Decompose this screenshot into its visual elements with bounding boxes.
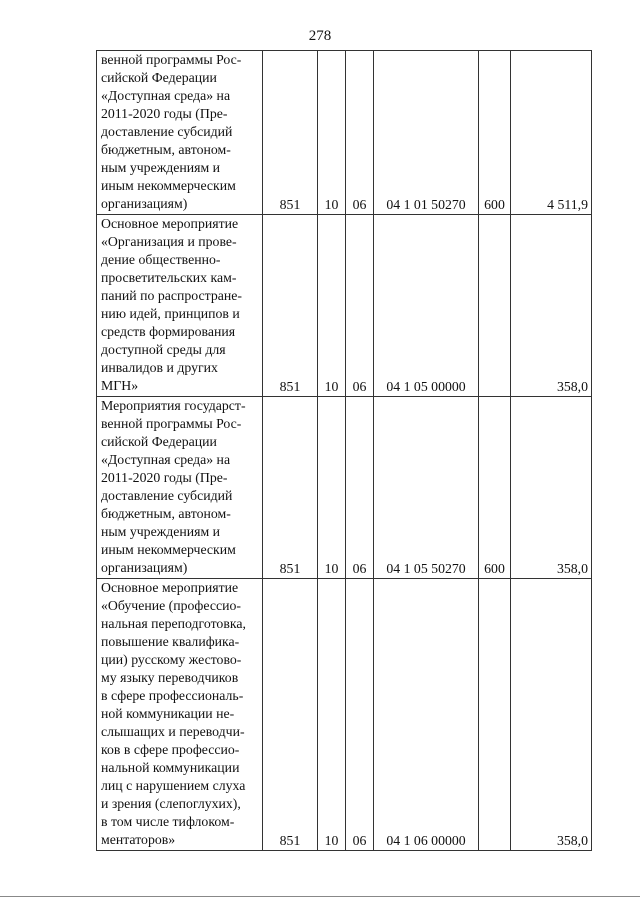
table-row	[97, 397, 592, 579]
target-article-code: 04 1 05 50270	[374, 397, 479, 579]
table-row	[97, 51, 592, 215]
subsection-code: 06	[346, 397, 374, 579]
expense-type-code: 600	[479, 51, 511, 215]
page-number: 278	[308, 28, 332, 44]
subsection-code: 06	[346, 579, 374, 851]
scan-edge-line	[0, 896, 640, 897]
section-code: 10	[318, 51, 346, 215]
amount: 4 511,9	[511, 51, 592, 215]
section-code: 10	[318, 215, 346, 397]
grbs-code: 851	[263, 397, 318, 579]
row-description: Основное мероприятие «Обучение (профессио- нальная переподготовка, повышение квалифика- ции) русскому жестово- му языку переводчиков в сфере профессиональ- ной коммуникации не- слышащих и переводчи- ков в сфере профессио- нальной коммуникации лиц с нарушением слуха и зрения (слепоглухих), в том числе тифлоком- ментаторов»	[97, 579, 263, 851]
target-article-code: 04 1 06 00000	[374, 579, 479, 851]
amount: 358,0	[511, 397, 592, 579]
row-description: Основное мероприятие «Организация и прове- дение общественно- просветительских кам- паний по распростране- нию идей, принципов и средств формирования доступной среды для инвалидов и других МГН»	[97, 215, 263, 397]
grbs-code: 851	[263, 51, 318, 215]
section-code: 10	[318, 397, 346, 579]
expense-type-code	[479, 579, 511, 851]
target-article-code: 04 1 01 50270	[374, 51, 479, 215]
amount: 358,0	[511, 215, 592, 397]
row-description: Мероприятия государст- венной программы Рос- сийской Федерации «Доступная среда» на 2011-2020 годы (Пре- доставление субсидий бюджетным, автоном- ным учреждениям и иным некоммерческим организациям)	[97, 397, 263, 579]
grbs-code: 851	[263, 579, 318, 851]
table-row	[97, 579, 592, 851]
budget-table	[96, 50, 592, 851]
section-code: 10	[318, 579, 346, 851]
row-description: венной программы Рос- сийской Федерации «Доступная среда» на 2011-2020 годы (Пре- доставление субсидий бюджетным, автоном- ным учреждениям и иным некоммерческим организациям)	[97, 51, 263, 215]
grbs-code: 851	[263, 215, 318, 397]
target-article-code: 04 1 05 00000	[374, 215, 479, 397]
expense-type-code	[479, 215, 511, 397]
table-row	[97, 215, 592, 397]
subsection-code: 06	[346, 51, 374, 215]
expense-type-code: 600	[479, 397, 511, 579]
subsection-code: 06	[346, 215, 374, 397]
amount: 358,0	[511, 579, 592, 851]
